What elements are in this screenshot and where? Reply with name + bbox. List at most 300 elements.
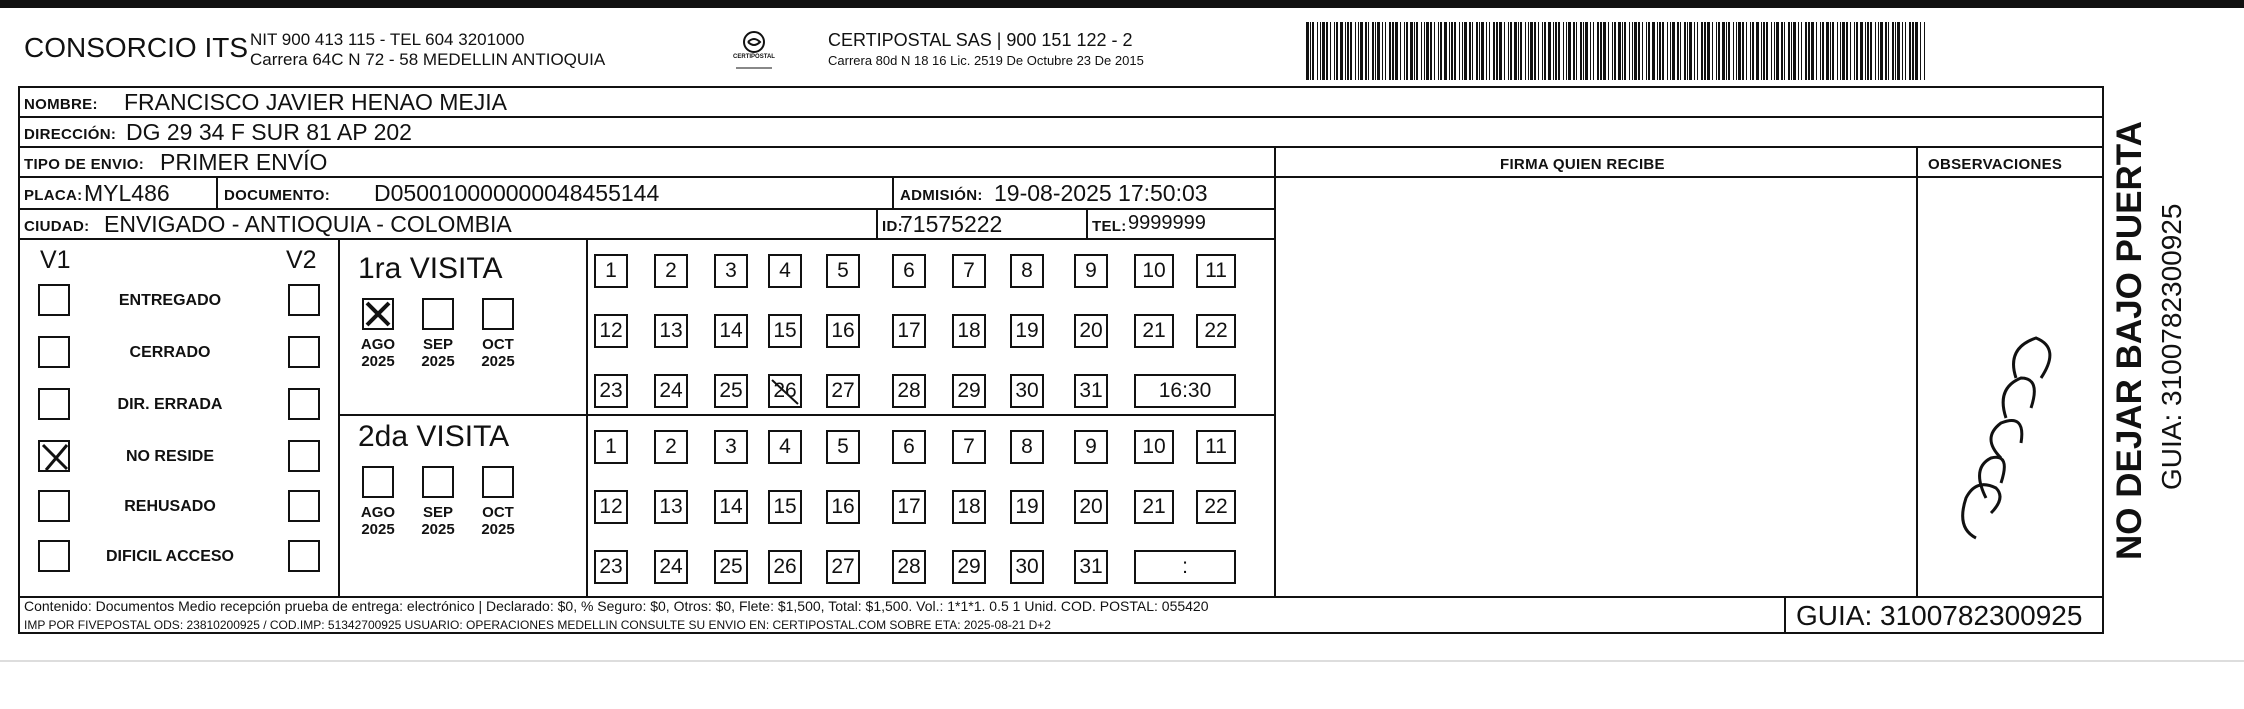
barcode-bar <box>1867 22 1869 80</box>
firma-column-left <box>1274 148 1276 596</box>
barcode-bar <box>1434 22 1435 80</box>
barcode-bar <box>1330 22 1331 80</box>
barcode-bar <box>1662 22 1664 80</box>
row-direccion <box>20 118 2102 148</box>
documento-label: DOCUMENTO: <box>224 187 331 204</box>
barcode-bar <box>1486 22 1487 80</box>
v2-checkbox[interactable] <box>288 540 320 572</box>
second-visit-label: 2da VISITA <box>358 420 510 453</box>
barcode-bar <box>1566 22 1567 80</box>
barcode-bar <box>1618 22 1621 80</box>
barcode-bar <box>1888 22 1889 80</box>
time-box[interactable]: 16:30 <box>1134 374 1236 408</box>
barcode-bar <box>1897 22 1900 80</box>
id-value: 71575222 <box>900 211 1003 237</box>
day-box[interactable]: 23 <box>594 374 628 408</box>
day-box[interactable]: 29 <box>952 550 986 584</box>
barcode-bar <box>1525 22 1526 80</box>
barcode-bar <box>1603 22 1606 80</box>
day-box[interactable]: 12 <box>594 490 628 524</box>
divider <box>892 178 894 208</box>
firma-label: FIRMA QUIEN RECIBE <box>1500 156 1665 173</box>
barcode-bar <box>1555 22 1557 80</box>
barcode-bar <box>1614 22 1616 80</box>
barcode-bar <box>1385 22 1386 80</box>
status-divider <box>338 240 340 596</box>
barcode-bar <box>1820 22 1821 80</box>
barcode-bar <box>1430 22 1432 80</box>
barcode-bar <box>1622 22 1623 80</box>
barcode-bar <box>1880 22 1883 80</box>
v1-checkbox[interactable] <box>38 440 70 472</box>
barcode-bar <box>1583 22 1584 80</box>
barcode-bar <box>1677 22 1679 80</box>
day-box[interactable]: 3 <box>714 254 748 288</box>
day-box[interactable]: 9 <box>1074 430 1108 464</box>
barcode-bar <box>1469 22 1471 80</box>
barcode-bar <box>1798 22 1799 80</box>
day-box[interactable]: 18 <box>952 314 986 348</box>
barcode-bar <box>1520 22 1522 80</box>
day-box[interactable]: 25 <box>714 550 748 584</box>
handwritten-signature <box>1946 298 2066 558</box>
courier-address: Carrera 80d N 18 16 Lic. 2519 De Octubre 23 De 2015 <box>828 53 1144 68</box>
barcode-bar <box>1629 22 1630 80</box>
tel-value: 9999999 <box>1128 212 1206 234</box>
barcode-bar <box>1421 22 1422 80</box>
day-box[interactable]: 13 <box>654 314 688 348</box>
month-label: SEP 2025 <box>421 336 455 370</box>
barcode-bar <box>1826 22 1829 80</box>
barcode-bar <box>1496 22 1498 80</box>
day-box[interactable]: 9 <box>1074 254 1108 288</box>
time-box[interactable]: : <box>1134 550 1236 584</box>
day-box[interactable]: 19 <box>1010 490 1044 524</box>
barcode-bar <box>1902 22 1903 80</box>
barcode-bar <box>1694 22 1695 80</box>
company-address: Carrera 64C N 72 - 58 MEDELLIN ANTIOQUIA <box>250 50 606 69</box>
day-box[interactable]: 18 <box>952 490 986 524</box>
barcode-bar <box>1846 22 1848 80</box>
barcode-bar <box>1905 22 1906 80</box>
barcode-bar <box>1558 22 1560 80</box>
barcode-bar <box>1738 22 1741 80</box>
barcode-bar <box>1542 22 1543 80</box>
day-box[interactable]: 14 <box>714 490 748 524</box>
barcode-bar <box>1726 22 1727 80</box>
barcode-bar <box>1920 22 1921 80</box>
barcode-bar <box>1680 22 1681 80</box>
day-box[interactable]: 28 <box>892 374 926 408</box>
ciudad-label: CIUDAD: <box>24 218 90 235</box>
admision-label: ADMISIÓN: <box>900 187 983 204</box>
day-box[interactable]: 21 <box>1134 314 1174 348</box>
barcode-bar <box>1400 22 1401 80</box>
barcode-bar <box>1395 22 1398 80</box>
documento-value: D050010000000048455144 <box>374 180 660 206</box>
day-box[interactable]: 30 <box>1010 550 1044 584</box>
day-box[interactable]: 31 <box>1074 550 1108 584</box>
day-box[interactable]: 15 <box>768 490 802 524</box>
v1-checkbox[interactable] <box>38 388 70 420</box>
barcode-bar <box>1632 22 1633 80</box>
barcode-bar <box>1320 22 1321 80</box>
day-box[interactable]: 22 <box>1196 314 1236 348</box>
day-box[interactable]: 7 <box>952 430 986 464</box>
barcode-bar <box>1750 22 1751 80</box>
month-checkbox[interactable] <box>362 298 394 330</box>
barcode-bar <box>1860 22 1863 80</box>
row-tipo-envio <box>20 148 2102 178</box>
month-label: AGO 2025 <box>360 504 396 538</box>
month-checkbox[interactable] <box>362 466 394 498</box>
v2-checkbox[interactable] <box>288 284 320 316</box>
barcode-bar <box>1414 22 1415 80</box>
barcode-bar <box>1646 22 1647 80</box>
nombre-label: NOMBRE: <box>24 96 98 113</box>
barcode-bar <box>1360 22 1363 80</box>
barcode-bar <box>1580 22 1582 80</box>
barcode-bar <box>1895 22 1896 80</box>
barcode-bar <box>1528 22 1529 80</box>
barcode-bar <box>1832 22 1834 80</box>
certipostal-logo <box>726 28 782 80</box>
visit-months-divider <box>586 240 588 596</box>
barcode-bar <box>1481 22 1484 80</box>
barcode-bar <box>1684 22 1686 80</box>
v2-checkbox[interactable] <box>288 388 320 420</box>
barcode-bar <box>1449 22 1450 80</box>
barcode-bar <box>1464 22 1467 80</box>
barcode-bar <box>1756 22 1759 80</box>
barcode-bar <box>1563 22 1564 80</box>
barcode-bar <box>1306 22 1309 80</box>
day-box[interactable]: 6 <box>892 430 926 464</box>
day-box[interactable]: 26 <box>768 550 802 584</box>
barcode-bar <box>1801 22 1802 80</box>
barcode <box>1306 22 1940 80</box>
barcode-bar <box>1808 22 1810 80</box>
day-box[interactable]: 10 <box>1134 430 1174 464</box>
barcode-bar <box>1742 22 1744 80</box>
day-box[interactable]: 2 <box>654 430 688 464</box>
barcode-bar <box>1345 22 1346 80</box>
barcode-bar <box>1392 22 1394 80</box>
courier-name: CERTIPOSTAL SAS | 900 151 122 - 2 <box>828 30 1133 50</box>
tipo-envio-value: PRIMER ENVÍO <box>160 149 328 175</box>
courier-info <box>828 30 1144 68</box>
barcode-bar <box>1553 22 1554 80</box>
status-label: REHUSADO <box>124 498 216 515</box>
v1-checkbox[interactable] <box>38 284 70 316</box>
barcode-bar <box>1406 22 1408 80</box>
month-label: OCT 2025 <box>481 336 515 370</box>
barcode-bar <box>1771 22 1772 80</box>
day-box[interactable]: 1 <box>594 430 628 464</box>
barcode-bar <box>1312 22 1314 80</box>
barcode-bar <box>1365 22 1367 80</box>
barcode-bar <box>1608 22 1609 80</box>
day-box[interactable]: 13 <box>654 490 688 524</box>
month-checkbox[interactable] <box>422 298 454 330</box>
day-box[interactable]: 20 <box>1074 490 1108 524</box>
v2-checkbox[interactable] <box>288 490 320 522</box>
day-box[interactable]: 28 <box>892 550 926 584</box>
day-box[interactable]: 31 <box>1074 374 1108 408</box>
barcode-bar <box>1840 22 1841 80</box>
top-edge-bar <box>0 0 2244 8</box>
day-box[interactable]: 27 <box>826 550 860 584</box>
barcode-bar <box>1811 22 1814 80</box>
month-checkbox[interactable] <box>482 466 514 498</box>
day-box[interactable]: 1 <box>594 254 628 288</box>
day-box[interactable]: 5 <box>826 430 860 464</box>
v1-checkbox[interactable] <box>38 490 70 522</box>
barcode-bar <box>1310 22 1311 80</box>
day-box[interactable]: 16 <box>826 314 860 348</box>
barcode-bar <box>1915 22 1918 80</box>
barcode-bar <box>1440 22 1442 80</box>
barcode-bar <box>1634 22 1637 80</box>
company-nit: NIT 900 413 115 - TEL 604 3201000 <box>250 30 525 49</box>
barcode-bar <box>1878 22 1879 80</box>
barcode-bar <box>1854 22 1855 80</box>
barcode-bar <box>1752 22 1754 80</box>
barcode-bar <box>1850 22 1851 80</box>
barcode-bar <box>1548 22 1551 80</box>
barcode-bar <box>1593 22 1594 80</box>
barcode-bar <box>1722 22 1725 80</box>
day-box[interactable]: 10 <box>1134 254 1174 288</box>
day-box[interactable]: 5 <box>826 254 860 288</box>
day-box[interactable]: 4 <box>768 254 802 288</box>
day-box[interactable]: 22 <box>1196 490 1236 524</box>
month-label: AGO 2025 <box>360 336 396 370</box>
barcode-bar <box>1924 22 1925 80</box>
observaciones-column-left <box>1916 148 1918 596</box>
barcode-bar <box>1728 22 1730 80</box>
month-label: SEP 2025 <box>421 504 455 538</box>
logo-text: CERTIPOSTAL <box>733 54 775 60</box>
barcode-bar <box>1451 22 1453 80</box>
placa-label: PLACA: <box>24 187 83 204</box>
status-label: DIFICIL ACCESO <box>105 548 234 565</box>
shipping-form <box>18 86 2104 634</box>
barcode-bar <box>1530 22 1533 80</box>
barcode-bar <box>1689 22 1692 80</box>
barcode-bar <box>1444 22 1447 80</box>
barcode-bar <box>1489 22 1490 80</box>
barcode-bar <box>1340 22 1343 80</box>
barcode-bar <box>1793 22 1796 80</box>
direccion-label: DIRECCIÓN: <box>24 126 117 143</box>
v2-checkbox[interactable] <box>288 336 320 368</box>
day-box[interactable]: 23 <box>594 550 628 584</box>
row-ciudad <box>20 210 1276 240</box>
divider <box>216 178 218 208</box>
barcode-bar <box>1774 22 1775 80</box>
status-label: DIR. ERRADA <box>117 396 223 413</box>
footer-print-info: IMP POR FIVEPOSTAL ODS: 23810200925 / COD.IMP: 51342700925 USUARIO: OPERACIONES MEDELLIN CONSULTE SU ENVIO EN: CERTIPOSTAL.COM SOBRE ETA: 2025-08-21 D+2 <box>24 618 1051 632</box>
day-box[interactable]: 24 <box>654 550 688 584</box>
barcode-bar <box>1659 22 1661 80</box>
barcode-bar <box>1672 22 1675 80</box>
day-box[interactable]: 11 <box>1196 430 1236 464</box>
v1-checkbox[interactable] <box>38 336 70 368</box>
barcode-bar <box>1454 22 1456 80</box>
barcode-bar <box>1600 22 1602 80</box>
barcode-bar <box>1781 22 1783 80</box>
v2-label: V2 <box>286 246 317 274</box>
barcode-bar <box>1865 22 1866 80</box>
barcode-bar <box>1568 22 1571 80</box>
barcode-bar <box>1736 22 1737 80</box>
divider <box>876 210 878 238</box>
barcode-bar <box>1504 22 1505 80</box>
company-info <box>250 30 605 70</box>
barcode-bar <box>1837 22 1838 80</box>
barcode-bar <box>1326 22 1328 80</box>
day-box[interactable]: 29 <box>952 374 986 408</box>
barcode-bar <box>1697 22 1698 80</box>
day-box[interactable]: 11 <box>1196 254 1236 288</box>
barcode-bar <box>1657 22 1658 80</box>
barcode-bar <box>1493 22 1495 80</box>
footer-guia-divider <box>1784 596 1786 634</box>
barcode-bar <box>1476 22 1478 80</box>
barcode-bar <box>1462 22 1463 80</box>
barcode-bar <box>1336 22 1338 80</box>
barcode-bar <box>1788 22 1790 80</box>
day-box[interactable]: 26 <box>768 374 802 408</box>
barcode-bar <box>1704 22 1706 80</box>
barcode-bar <box>1514 22 1517 80</box>
day-box[interactable]: 19 <box>1010 314 1044 348</box>
footer-guia: GUIA: 3100782300925 <box>1796 600 2083 631</box>
barcode-bar <box>1459 22 1460 80</box>
barcode-bar <box>1472 22 1473 80</box>
day-box[interactable]: 30 <box>1010 374 1044 408</box>
barcode-bar <box>1805 22 1807 80</box>
day-box[interactable]: 20 <box>1074 314 1108 348</box>
barcode-bar <box>1389 22 1391 80</box>
lower-guide-line <box>0 660 2244 662</box>
barcode-bar <box>1870 22 1872 80</box>
barcode-bar <box>1508 22 1509 80</box>
month-checkbox[interactable] <box>422 466 454 498</box>
placa-value: MYL486 <box>84 180 170 206</box>
barcode-bar <box>1707 22 1710 80</box>
day-box[interactable]: 3 <box>714 430 748 464</box>
day-box[interactable]: 21 <box>1134 490 1174 524</box>
barcode-bar <box>1856 22 1858 80</box>
day-box[interactable]: 14 <box>714 314 748 348</box>
row-nombre <box>20 88 2102 118</box>
barcode-bar <box>1701 22 1703 80</box>
barcode-bar <box>1816 22 1817 80</box>
row-placa <box>20 178 1276 210</box>
day-box[interactable]: 4 <box>768 430 802 464</box>
barcode-bar <box>1763 22 1765 80</box>
barcode-bar <box>1358 22 1359 80</box>
day-box[interactable]: 6 <box>892 254 926 288</box>
barcode-bar <box>1510 22 1512 80</box>
barcode-bar <box>1791 22 1792 80</box>
barcode-bar <box>1830 22 1831 80</box>
barcode-bar <box>1712 22 1713 80</box>
barcode-bar <box>1652 22 1655 80</box>
day-box[interactable]: 24 <box>654 374 688 408</box>
divider <box>1086 210 1088 238</box>
barcode-bar <box>1426 22 1429 80</box>
status-label: ENTREGADO <box>118 292 222 309</box>
side-guia: GUIA: 3100782300925 <box>2156 203 2187 490</box>
v1-checkbox[interactable] <box>38 540 70 572</box>
day-box[interactable]: 16 <box>826 490 860 524</box>
barcode-bar <box>1612 22 1613 80</box>
barcode-bar <box>1438 22 1439 80</box>
tipo-envio-label: TIPO DE ENVIO: <box>24 156 145 173</box>
month-checkbox[interactable] <box>482 298 514 330</box>
day-box[interactable]: 8 <box>1010 430 1044 464</box>
barcode-bar <box>1733 22 1734 80</box>
barcode-bar <box>1875 22 1876 80</box>
barcode-bar <box>1776 22 1779 80</box>
barcode-bar <box>1479 22 1480 80</box>
first-visit-label: 1ra VISITA <box>358 252 503 285</box>
barcode-bar <box>1746 22 1747 80</box>
barcode-bar <box>1766 22 1768 80</box>
barcode-bar <box>1912 22 1914 80</box>
day-box[interactable]: 17 <box>892 314 926 348</box>
barcode-bar <box>1538 22 1539 80</box>
barcode-bar <box>1576 22 1577 80</box>
day-box[interactable]: 25 <box>714 374 748 408</box>
barcode-bar <box>1597 22 1599 80</box>
barcode-bar <box>1670 22 1671 80</box>
barcode-bar <box>1885 22 1887 80</box>
day-box[interactable]: 7 <box>952 254 986 288</box>
barcode-bar <box>1909 22 1911 80</box>
day-box[interactable]: 27 <box>826 374 860 408</box>
barcode-bar <box>1424 22 1425 80</box>
direccion-value: DG 29 34 F SUR 81 AP 202 <box>126 119 412 145</box>
nombre-value: FRANCISCO JAVIER HENAO MEJIA <box>124 89 507 115</box>
barcode-bar <box>1534 22 1536 80</box>
day-box[interactable]: 17 <box>892 490 926 524</box>
barcode-bar <box>1638 22 1640 80</box>
v2-checkbox[interactable] <box>288 440 320 472</box>
id-label: ID: <box>882 218 903 235</box>
barcode-bar <box>1716 22 1717 80</box>
day-box[interactable]: 12 <box>594 314 628 348</box>
day-box[interactable]: 15 <box>768 314 802 348</box>
barcode-bar <box>1892 22 1894 80</box>
tel-label: TEL: <box>1092 218 1127 235</box>
day-box[interactable]: 8 <box>1010 254 1044 288</box>
status-label: CERRADO <box>129 344 211 361</box>
barcode-bar <box>1347 22 1349 80</box>
barcode-bar <box>1317 22 1318 80</box>
barcode-bar <box>1368 22 1369 80</box>
barcode-bar <box>1377 22 1380 80</box>
barcode-bar <box>1499 22 1502 80</box>
barcode-bar <box>1355 22 1356 80</box>
barcode-bar <box>1642 22 1643 80</box>
barcode-bar <box>1624 22 1626 80</box>
barcode-bar <box>1761 22 1762 80</box>
day-box[interactable]: 2 <box>654 254 688 288</box>
